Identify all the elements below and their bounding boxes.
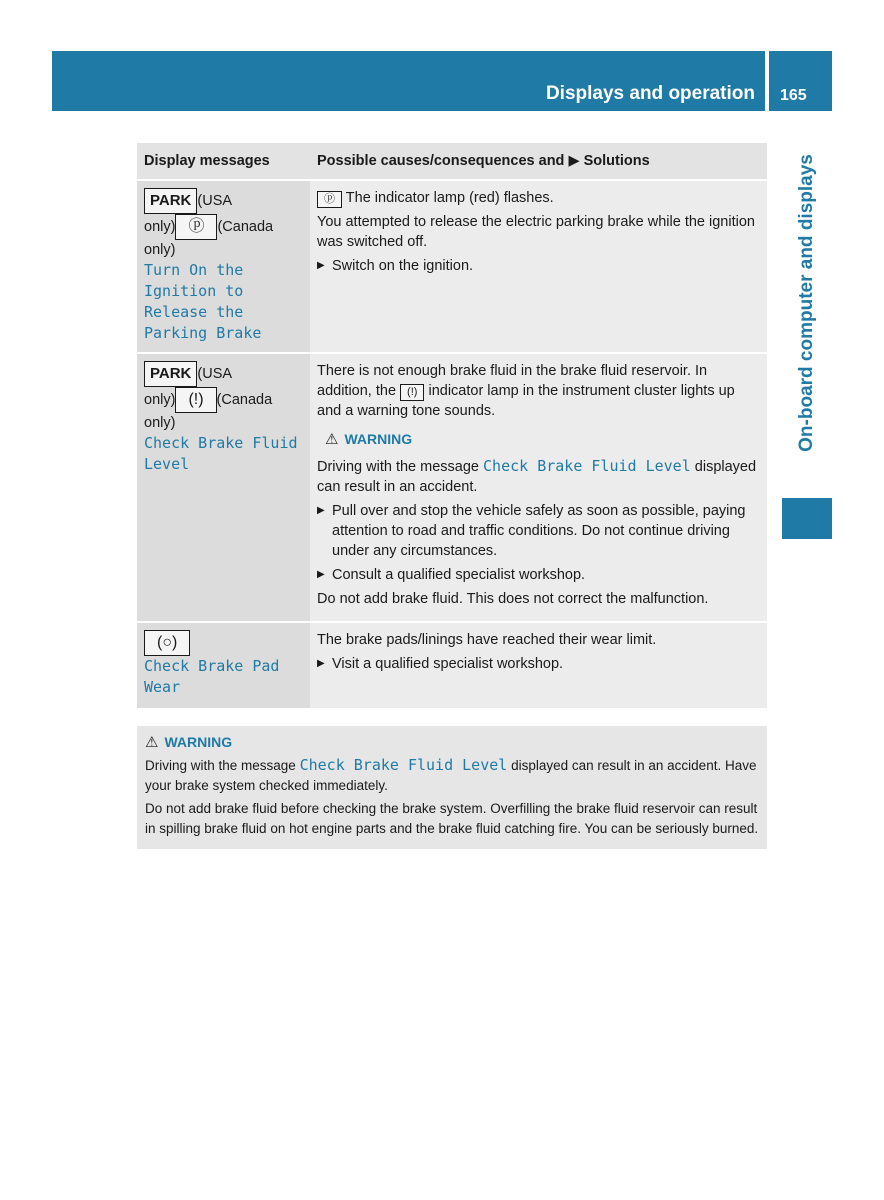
column-header-display-messages: Display messages	[137, 143, 310, 180]
page-number-box	[769, 51, 832, 111]
display-message-text: Check Brake Pad Wear	[144, 657, 280, 696]
arrow-icon: ▶	[317, 505, 325, 516]
warning-text: Driving with the message	[317, 459, 479, 475]
column-header-causes-solutions: Possible causes/consequences and ▶ Solutions	[310, 143, 767, 180]
causes-cell	[310, 622, 767, 708]
warning-text: displayed can result in an accident.	[317, 459, 757, 495]
warning-title: WARNING	[164, 734, 233, 750]
only-text: only)	[144, 242, 176, 258]
chapter-marker-block	[782, 498, 832, 539]
table-row	[137, 622, 767, 708]
causes-cell	[310, 180, 767, 353]
arrow-icon: ▶	[317, 569, 325, 580]
warning-heading	[145, 732, 759, 753]
solution-item	[317, 654, 760, 674]
table-row	[137, 353, 767, 622]
brake-pad-wear-icon: (○)	[144, 630, 190, 656]
warning-title: WARNING	[344, 431, 413, 447]
cause-text: indicator lamp in the instrument cluster lights up and a warning tone sounds.	[317, 383, 735, 419]
parking-brake-indicator-icon: ⓟ	[317, 191, 342, 208]
display-message-text: Turn On the Ignition to Release the Parking Brake	[144, 261, 262, 342]
arrow-icon: ▶	[317, 260, 325, 271]
solution-text: Consult a qualified specialist workshop.	[332, 567, 586, 583]
page-number: 165	[780, 87, 807, 104]
canada-text: (Canada	[216, 391, 273, 408]
causes-cell	[310, 353, 767, 622]
solution-item	[317, 501, 760, 561]
display-message-cell	[137, 353, 310, 622]
canada-text: (Canada	[217, 218, 274, 235]
cause-detail: You attempted to release the electric parking brake while the ignition was switched off.	[317, 214, 755, 250]
display-message-cell	[137, 622, 310, 708]
usa-text: (USA	[197, 193, 233, 209]
solution-text: Visit a qualified specialist workshop.	[332, 656, 564, 672]
warning-text: Driving with the message	[145, 758, 296, 773]
warning-heading	[325, 429, 760, 450]
note-text: Do not add brake fluid. This does not correct the malfunction.	[317, 591, 709, 607]
bottom-warning-box	[137, 726, 767, 849]
brake-warning-indicator-icon: (!)	[400, 384, 424, 401]
warning-text: displayed can result in an accident. Have your brake system checked immediately.	[145, 758, 757, 793]
parking-brake-icon: ⓟ	[175, 214, 217, 240]
warning-text: Do not add brake fluid before checking the brake system. Overfilling the brake fluid reservoir can result in spilling brake fluid on hot engine parts and the brake fluid catching fire. You can be seriously burned.	[145, 801, 759, 836]
solution-text: Pull over and stop the vehicle safely as soon as possible, paying attention to road and traffic conditions. Do not continue driving under any circumstances.	[332, 503, 746, 559]
park-icon: PARK	[144, 361, 197, 387]
only-text: only)	[144, 218, 176, 235]
display-message-text: Check Brake Fluid Level	[144, 434, 298, 473]
only-text: only)	[144, 391, 176, 408]
section-title: Displays and operation	[545, 83, 755, 104]
solution-item	[317, 256, 760, 276]
cause-text: There is not enough brake fluid in the brake fluid reservoir. In addition, the	[317, 363, 708, 399]
warning-triangle-icon: ⚠	[145, 734, 159, 751]
warning-message-text: Check Brake Fluid Level	[483, 457, 691, 475]
brake-warning-icon: (!)	[175, 387, 216, 413]
table-row	[137, 180, 767, 353]
chapter-side-tab-label: On-board computer and displays	[796, 154, 817, 452]
usa-text: (USA	[197, 366, 233, 382]
warning-triangle-icon: ⚠	[325, 431, 339, 448]
solution-text: Switch on the ignition.	[332, 258, 474, 274]
only-text: only)	[144, 415, 176, 431]
display-message-cell	[137, 180, 310, 353]
cause-text: The brake pads/linings have reached their wear limit.	[317, 632, 657, 648]
solution-item	[317, 565, 760, 585]
arrow-icon: ▶	[317, 658, 325, 669]
warning-message-text: Check Brake Fluid Level	[299, 756, 508, 774]
display-messages-table	[137, 143, 767, 708]
section-header-bar	[52, 51, 765, 111]
cause-text: The indicator lamp (red) flashes.	[345, 190, 554, 206]
chapter-side-tab	[782, 142, 832, 492]
park-icon: PARK	[144, 188, 197, 214]
